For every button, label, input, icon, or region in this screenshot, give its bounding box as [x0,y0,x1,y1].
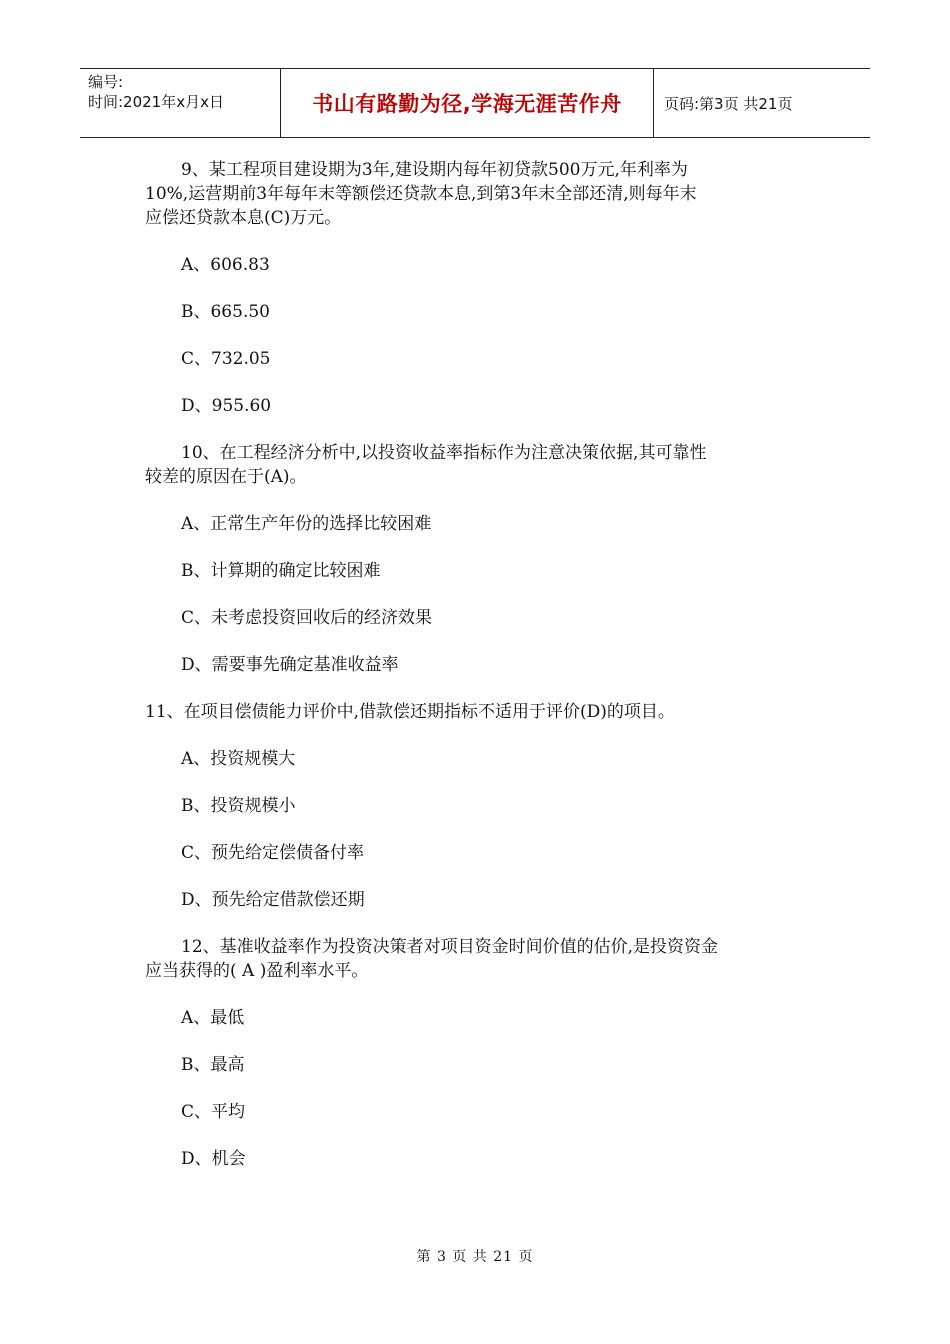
option-c: C、平均 [181,1102,246,1122]
option-d: D、需要事先确定基准收益率 [181,655,399,675]
page-footer: 第 3 页 共 21 页 [416,1249,534,1265]
option-b: B、最高 [181,1055,245,1075]
question-line: 9、某工程项目建设期为3年,建设期内每年初贷款500万元,年利率为 [181,160,688,180]
option-d: D、机会 [181,1149,246,1169]
option-a: A、606.83 [181,255,270,275]
question-text-continued [145,465,810,489]
question-line: 应当获得的( A )盈利率水平。 [145,961,369,981]
question-line: 10%,运营期前3年每年末等额偿还贷款本息,到第3年末全部还清,则每年末 [145,184,697,204]
question-text-continued [145,182,810,230]
question-text [145,158,810,182]
option-c: C、732.05 [181,349,271,369]
option-a: A、投资规模大 [181,749,296,769]
option-b: B、投资规模小 [181,796,296,816]
question-11 [145,700,810,935]
option-a: A、最低 [181,1008,245,1028]
option-c: C、预先给定偿债备付率 [181,843,365,863]
header-motto: 书山有路勤为径,学海无涯苦作舟 [281,69,654,137]
question-12 [145,935,810,1171]
question-10 [145,441,810,700]
header-page-info: 页码:第3页 共21页 [664,94,793,113]
document-time-label: 时间:2021年x月x日 [88,93,224,111]
question-line: 较差的原因在于(A)。 [145,467,307,487]
question-text [145,700,810,724]
document-body [145,158,810,1171]
question-line: 12、基准收益率作为投资决策者对项目资金时间价值的估价,是投资资金 [181,937,719,957]
option-b: B、665.50 [181,302,270,322]
question-text [145,935,810,959]
option-d: D、预先给定借款偿还期 [181,890,365,910]
question-text [145,441,810,465]
header-meta [80,69,281,137]
question-line: 10、在工程经济分析中,以投资收益率指标作为注意决策依据,其可靠性 [181,443,707,463]
question-text-continued [145,959,810,983]
question-9 [145,158,810,441]
question-line: 应偿还贷款本息(C)万元。 [145,208,342,228]
option-b: B、计算期的确定比较困难 [181,561,381,581]
option-a: A、正常生产年份的选择比较困难 [181,514,432,534]
option-c: C、未考虑投资回收后的经济效果 [181,608,433,628]
document-number-label: 编号: [88,73,124,91]
option-d: D、955.60 [181,396,272,416]
page-header [80,68,870,138]
question-line: 11、在项目偿债能力评价中,借款偿还期指标不适用于评价(D)的项目。 [145,702,675,722]
